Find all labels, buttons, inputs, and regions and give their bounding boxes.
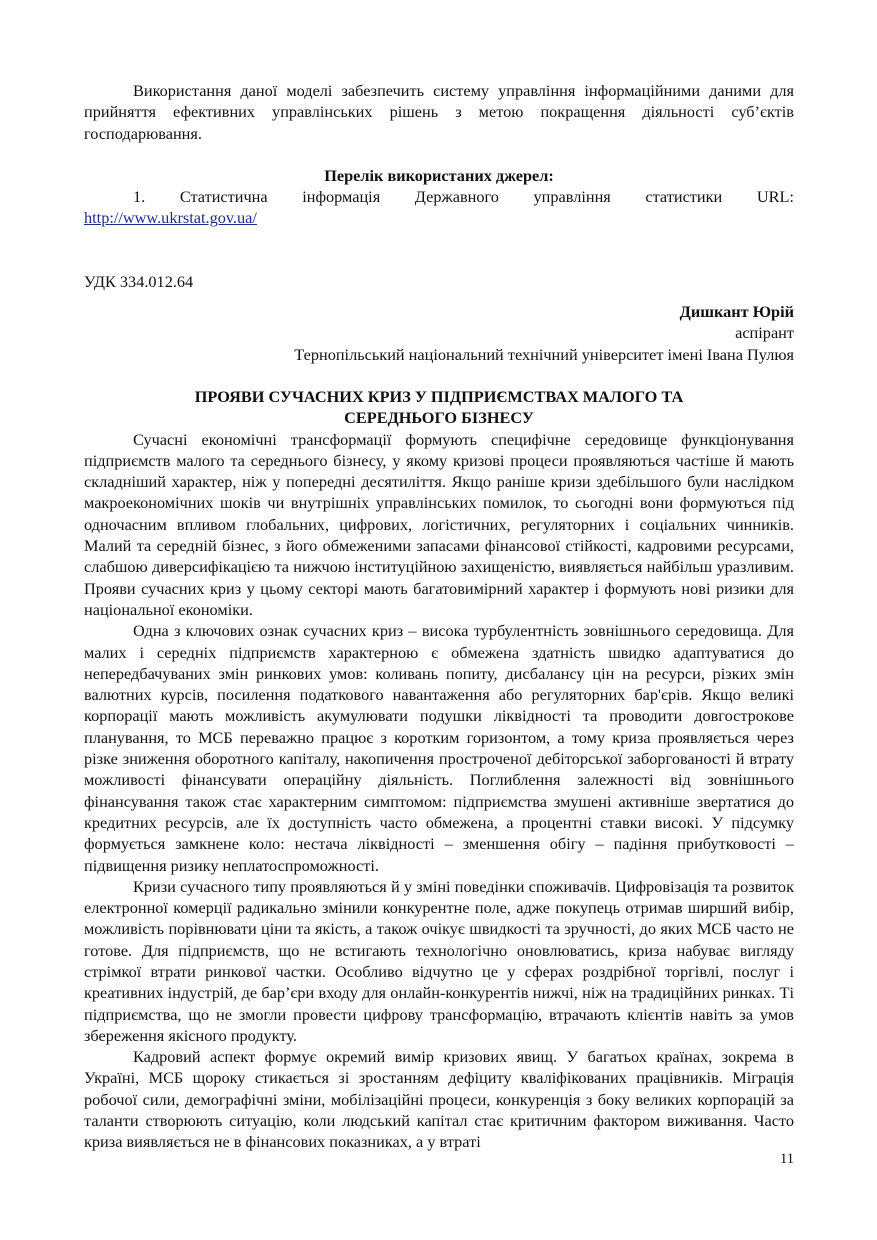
article-title-line-1: ПРОЯВИ СУЧАСНИХ КРИЗ У ПІДПРИЄМСТВАХ МАЛОГО ТА	[194, 386, 684, 406]
references-heading: Перелік використаних джерел:	[324, 165, 554, 185]
reference-item-1	[84, 186, 794, 207]
body-paragraph-2: Одна з ключових ознак сучасних криз – висока турбулентність зовнішнього середовища. Для малих і середніх підприємств характерною є обмежена здатність швидко адаптуватися до непередбачуваних змін ринкових умов: коливань попиту, дисбалансу цін на ресурси, різких змін валютних курсів, посилення податкового навантаження або регуляторних бар'єрів. Якщо великі корпорації мають можливість акумулювати подушки ліквідності та проводити довгострокове планування, то МСБ переважно працює з коротким горизонтом, а тому криза проявляється через різке зниження оборотного капіталу, накопичення простроченої дебіторської заборгованості й втрату можливості фінансувати операційну діяльність. Поглиблення залежності від зовнішнього фінансування також стає характерним симптомом: підприємства змушені активніше звертатися до кредитних ресурсів, але їх доступність часто обмежена, а процентні ставки високі. У підсумку формується замкнене коло: нестача ліквідності – зменшення обігу – падіння прибутковості – підвищення ризику неплатоспроможності.	[84, 621, 794, 875]
page-number: 11	[780, 1151, 794, 1167]
reference-word: URL:	[756, 187, 794, 207]
reference-link[interactable]: http://www.ukrstat.gov.ua/	[84, 208, 257, 228]
author-affiliation: Тернопільський національний технічний університет імені Івана Пулюя	[294, 344, 794, 364]
body-paragraph-3: Кризи сучасного типу проявляються й у зміні поведінки споживачів. Цифровізація та розвиток електронної комерції радикально змінили конкурентне поле, адже покупець отримав ширший вибір, можливість порівнювати ціни та якість, а також очікує швидкості та зручності, до яких МСБ часто не готове. Для підприємств, що не встигають технологічно оновлюватись, криза набуває вигляду стрімкої втрати ринкової частки. Особливо відчутно це у сферах роздрібної торгівлі, послуг і креативних індустрій, де бар’єри входу для онлайн-конкурентів нижчі, ніж на традиційних ринках. Ті підприємства, що не змогли провести цифрову трансформацію, втрачають клієнтів навіть за умов збереження якісного продукту.	[84, 876, 794, 1045]
body-paragraph-1: Сучасні економічні трансформації формують специфічне середовище функціонування підприємств малого та середнього бізнесу, у якому кризові процеси проявляються частіше й мають складніший характер, ніж у попередні десятиліття. Якщо раніше кризи здебільшого були наслідком макроекономічних шоків чи внутрішніх управлінських помилок, то сьогодні вони формуються під одночасним впливом глобальних, цифрових, логістичних, регуляторних і соціальних чинників. Малий та середній бізнес, з його обмеженими запасами фінансової стійкості, кадровими ресурсами, слабшою диверсифікацією та нижчою інституційною захищеністю, виявляється найбільш уразливим. Прояви сучасних криз у цьому секторі мають багатовимірний характер і формують нові ризики для національної економіки.	[84, 429, 794, 619]
spacer	[84, 229, 794, 271]
reference-word: статистики	[645, 187, 723, 207]
author-name: Дишкант Юрій	[679, 302, 794, 322]
spacer	[84, 292, 794, 301]
body-paragraph-4: Кадровий аспект формує окремий вимір кризових явищ. У багатьох країнах, зокрема в Україні, МСБ щороку стикається зі зростанням дефіциту кваліфікованих працівників. Міграція робочої сили, демографічні зміни, мобілізаційні процеси, конкуренція з боку великих корпорацій за таланти створюють ситуацію, коли людський капітал стає критичним фактором виживання. Часто криза виявляється не в фінансових показниках, а у втраті	[84, 1047, 794, 1152]
reference-number: 1.	[133, 187, 146, 207]
reference-word: інформація	[302, 187, 381, 207]
udc-code: УДК 334.012.64	[84, 271, 194, 291]
intro-paragraph: Використання даної моделі забезпечить систему управління інформаційними даними для прийняття ефективних управлінських рішень з метою покращення діяльності суб’єктів господарювання.	[84, 81, 794, 143]
reference-word: Статистична	[179, 187, 268, 207]
reference-word: управління	[533, 187, 611, 207]
spacer	[84, 144, 794, 165]
author-position: аспірант	[735, 323, 794, 343]
article-title	[84, 386, 794, 429]
document-page	[84, 80, 794, 1153]
reference-word: Державного	[414, 187, 499, 207]
article-title-line-2: СЕРЕДНЬОГО БІЗНЕСУ	[344, 408, 534, 428]
